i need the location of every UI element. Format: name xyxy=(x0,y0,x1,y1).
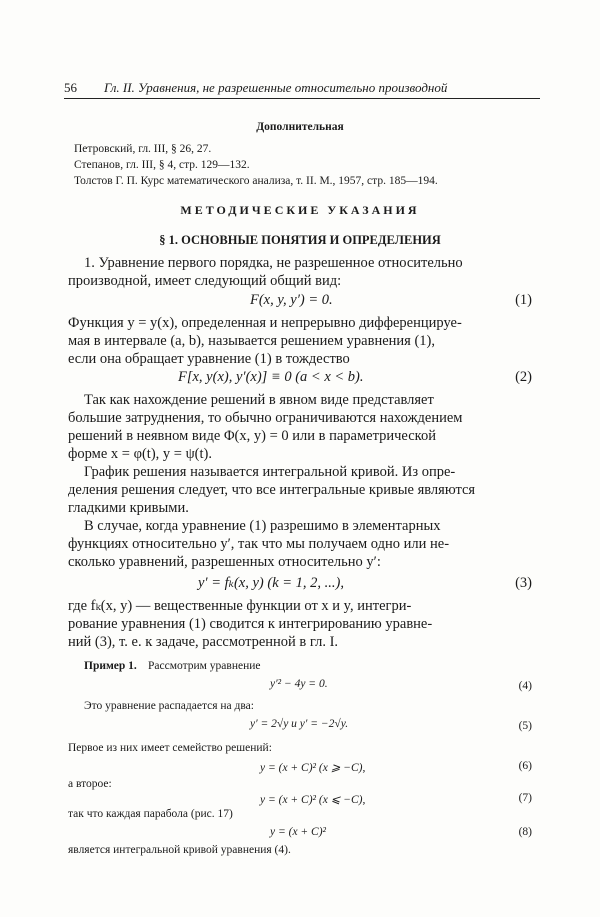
equation-1: F(x, y, y′) = 0. xyxy=(250,292,333,308)
equation-number: (1) xyxy=(515,292,532,308)
body-line: если она обращает уравнение (1) в тождество xyxy=(68,351,350,367)
example-text: Это уравнение распадается на два: xyxy=(84,700,254,712)
body-line: гладкими кривыми. xyxy=(68,500,189,516)
example-text: так что каждая парабола (рис. 17) xyxy=(68,808,233,820)
equation-number: (2) xyxy=(515,369,532,385)
example-text: является интегральной кривой уравнения (4). xyxy=(68,844,291,856)
body-line: График решения называется интегральной кривой. Из опре- xyxy=(84,464,456,480)
equation-8: y = (x + C)² xyxy=(270,826,327,838)
equation-4: y′² − 4y = 0. xyxy=(270,678,328,690)
body-line: сколько уравнений, разрешенных относительно y′: xyxy=(68,554,381,570)
literature-item: Толстов Г. П. Курс математического анализа, т. II. М., 1957, стр. 185—194. xyxy=(74,175,438,187)
body-line: Так как нахождение решений в явном виде представляет xyxy=(84,392,434,408)
body-line: 1. Уравнение первого порядка, не разрешенное относительно xyxy=(84,255,463,271)
equation-number: (7) xyxy=(518,792,532,804)
body-line: большие затруднения, то обычно ограничиваются нахождением xyxy=(68,410,463,426)
body-line: рование уравнения (1) сводится к интегрированию уравне- xyxy=(68,616,433,632)
section-title: МЕТОДИЧЕСКИЕ УКАЗАНИЯ xyxy=(180,203,420,217)
body-line: мая в интервале (a, b), называется решением уравнения (1), xyxy=(68,333,435,349)
body-line: Функция y = y(x), определенная и непрерывно дифференцируе- xyxy=(68,315,462,331)
example-text: а второе: xyxy=(68,778,112,790)
literature-title: Дополнительная xyxy=(256,121,344,133)
body-line: решений в неявном виде Φ(x, y) = 0 или в параметрической xyxy=(68,428,436,444)
example-intro: Рассмотрим уравнение xyxy=(148,660,261,672)
section-subtitle: § 1. ОСНОВНЫЕ ПОНЯТИЯ И ОПРЕДЕЛЕНИЯ xyxy=(159,233,441,247)
equation-7: y = (x + C)² (x ⩽ −C), xyxy=(260,794,366,806)
equation-6: y = (x + C)² (x ⩾ −C), xyxy=(260,762,366,774)
body-line: где fₖ(x, y) — вещественные функции от x и y, интегри- xyxy=(68,598,412,614)
equation-number: (6) xyxy=(518,760,532,772)
equation-number: (3) xyxy=(515,575,532,591)
example-label: Пример 1. xyxy=(84,660,137,672)
example-text: Первое из них имеет семейство решений: xyxy=(68,742,272,754)
equation-3: y′ = fₖ(x, y) (k = 1, 2, ...), xyxy=(198,575,344,591)
equation-number: (4) xyxy=(518,680,532,692)
page-number: 56 xyxy=(64,80,77,95)
literature-item: Степанов, гл. III, § 4, стр. 129—132. xyxy=(74,159,250,171)
body-line: В случае, когда уравнение (1) разрешимо в элементарных xyxy=(84,518,441,534)
body-line: деления решения следует, что все интегральные кривые являются xyxy=(68,482,476,498)
header-rule xyxy=(64,98,540,99)
equation-number: (8) xyxy=(518,826,532,838)
body-line: ний (3), т. е. к задаче, рассмотренной в гл. I. xyxy=(68,634,339,650)
equation-2: F[x, y(x), y′(x)] ≡ 0 (a < x < b). xyxy=(178,369,364,385)
literature-item: Петровский, гл. III, § 26, 27. xyxy=(74,143,212,155)
equation-5: y′ = 2√y и y′ = −2√y. xyxy=(250,718,349,730)
running-title: Гл. II. Уравнения, не разрешенные относительно производной xyxy=(104,80,448,95)
body-line: функциях относительно y′, так что мы получаем одно или не- xyxy=(68,536,450,552)
body-line: форме x = φ(t), y = ψ(t). xyxy=(68,446,212,462)
body-line: производной, имеет следующий общий вид: xyxy=(68,273,342,289)
equation-number: (5) xyxy=(518,720,532,732)
